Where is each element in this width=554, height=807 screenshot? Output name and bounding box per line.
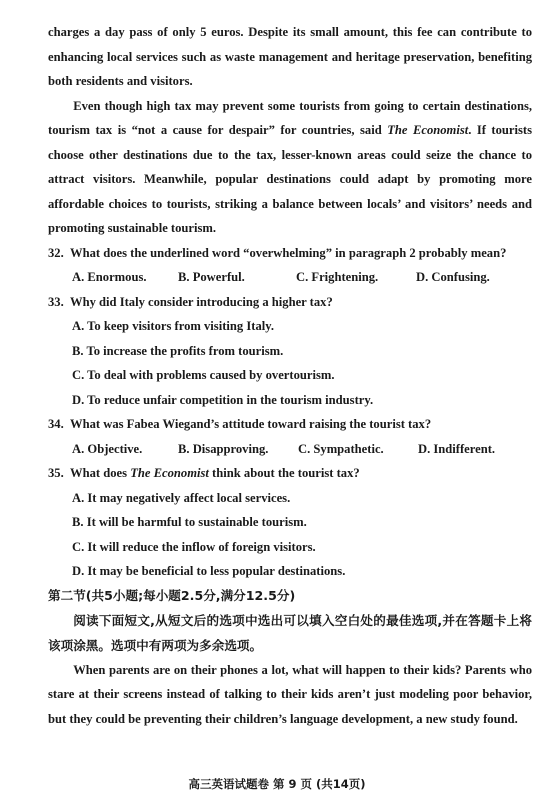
section-passage: When parents are on their phones a lot, what will happen to their kids? Parents who stare at their screens instead of talking to their kids aren’t just modeling poor behavior, but they could be preventing their children’s language development, a new study found.: [48, 662, 532, 726]
option-a[interactable]: A. Objective.: [72, 441, 143, 456]
question-34: [48, 412, 532, 437]
option-b[interactable]: B. It will be harmful to sustainable tourism.: [72, 515, 307, 529]
option-c[interactable]: C. Frightening.: [296, 270, 379, 284]
option-b[interactable]: B. To increase the profits from tourism.: [72, 343, 284, 358]
question-32: [48, 241, 532, 266]
question-stem-text-a: What does: [70, 466, 131, 480]
option-d[interactable]: D. It may be beneficial to less popular destinations.: [72, 564, 346, 578]
question-stem-text-b: think about the tourist tax?: [208, 466, 360, 480]
passage-paragraph-2-text-b: . If tourists choose other destinations due to the tax, lesser-known areas could seize the chance to attract visitors. Meanwhile, popular destinations could adapt by promoting more affordable choices to tourists, striking a balance between locals’ and visitors’ needs and promoting sustainable tourism.: [48, 123, 533, 235]
option-a[interactable]: A. To keep visitors from visiting Italy.: [72, 319, 274, 333]
question-33: [48, 290, 532, 315]
section-heading: 第二节(共5小题;每小题2.5分,满分12.5分): [48, 587, 296, 603]
question-stem: What was Fabea Wiegand’s attitude toward raising the tourist tax?: [70, 417, 432, 431]
question-number: 33.: [48, 294, 64, 309]
option-d[interactable]: D. Indifferent.: [418, 441, 496, 456]
question-35: [48, 461, 532, 486]
option-b[interactable]: B. Powerful.: [178, 270, 245, 284]
section-instructions: 阅读下面短文,从短文后的选项中选出可以填入空白处的最佳选项,并在答题卡上将该项涂黑。选项中有两项为多余选项。: [48, 612, 532, 653]
option-b[interactable]: B. Disapproving.: [178, 441, 269, 456]
publication-name: The Economist: [387, 123, 469, 137]
question-32-options: [48, 265, 532, 290]
publication-name: The Economist: [130, 466, 209, 480]
passage-paragraph-2: [48, 94, 532, 241]
question-34-options: [48, 437, 532, 462]
question-number: 35.: [48, 466, 64, 480]
option-a[interactable]: A. It may negatively affect local services.: [72, 490, 291, 505]
option-c[interactable]: C. Sympathetic.: [298, 441, 384, 456]
passage-paragraph-1: charges a day pass of only 5 euros. Despite its small amount, this fee can contribute to enhancing local services such as waste management and heritage preservation, benefiting both residents and visitors.: [48, 25, 532, 88]
question-number: 34.: [48, 417, 64, 431]
option-a[interactable]: A. Enormous.: [72, 270, 147, 284]
question-stem: [70, 461, 360, 486]
passage-paragraph-2-text-a: Even though high tax may prevent some tourists from going to certain destinations, tourism tax is “not a cause for despair” for countries, said: [48, 98, 532, 137]
page-footer: 高三英语试题卷 第 9 页 (共14页): [188, 777, 366, 791]
option-c[interactable]: C. It will reduce the inflow of foreign visitors.: [72, 539, 316, 554]
question-stem: What does the underlined word “overwhelming” in paragraph 2 probably mean?: [70, 245, 507, 260]
question-stem: Why did Italy consider introducing a higher tax?: [70, 294, 333, 309]
question-number: 32.: [48, 245, 64, 260]
option-d[interactable]: D. Confusing.: [416, 270, 490, 284]
option-c[interactable]: C. To deal with problems caused by overtourism.: [72, 368, 335, 382]
option-d[interactable]: D. To reduce unfair competition in the tourism industry.: [72, 392, 374, 407]
